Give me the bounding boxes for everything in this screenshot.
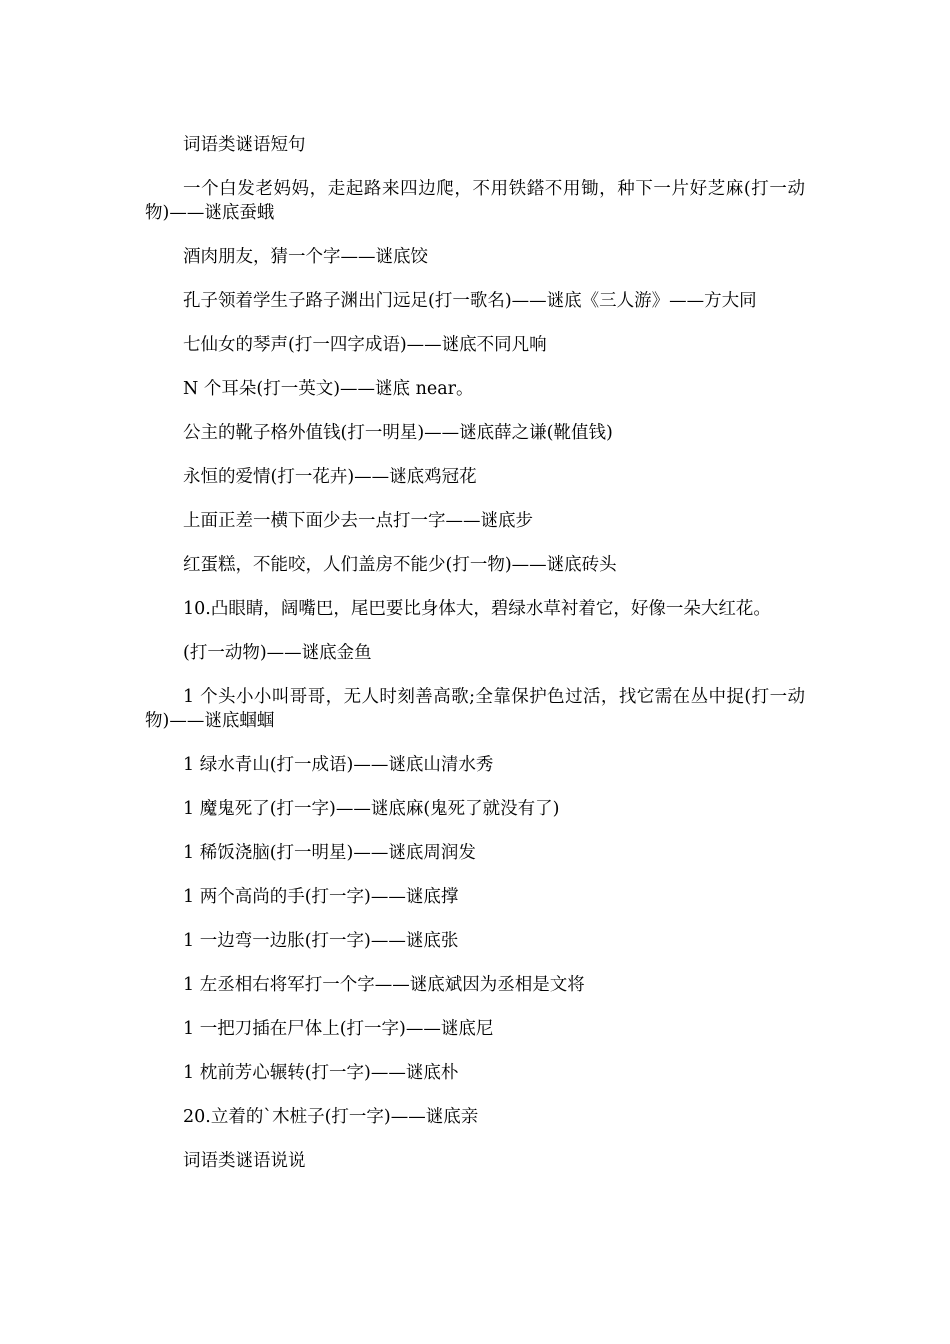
riddle-paragraph: 1 稀饭浇脑(打一明星)——谜底周润发 [183, 843, 476, 863]
riddle-paragraph: 1 两个高尚的手(打一字)——谜底撑 [183, 887, 459, 907]
document-body [145, 133, 805, 1193]
riddle-paragraph: 孔子领着学生子路子渊出门远足(打一歌名)——谜底《三人游》——方大同 [183, 291, 757, 311]
riddle-paragraph: N 个耳朵(打一英文)——谜底 near。 [183, 379, 474, 399]
riddle-paragraph: 酒肉朋友，猜一个字——谜底饺 [183, 247, 428, 267]
riddle-paragraph: 1 枕前芳心辗转(打一字)——谜底朴 [183, 1063, 459, 1083]
riddle-paragraph: 七仙女的琴声(打一四字成语)——谜底不同凡响 [183, 335, 547, 355]
riddle-paragraph: 一个白发老妈妈，走起路来四边爬，不用铁鎝不用锄，种下一片好芝麻(打一动物)——谜底蚕蛾 [145, 179, 805, 223]
riddle-paragraph: 公主的靴子格外值钱(打一明星)——谜底薛之谦(靴值钱) [183, 423, 613, 443]
heading-short-riddles: 词语类谜语短句 [183, 135, 306, 155]
riddle-paragraph: 1 一把刀插在尸体上(打一字)——谜底尼 [183, 1019, 494, 1039]
riddle-paragraph: 1 左丞相右将军打一个字——谜底斌因为丞相是文将 [183, 975, 585, 995]
riddle-paragraph: 永恒的爱情(打一花卉)——谜底鸡冠花 [183, 467, 477, 487]
riddle-paragraph: 1 绿水青山(打一成语)——谜底山清水秀 [183, 755, 494, 775]
heading-riddle-sayings: 词语类谜语说说 [183, 1151, 306, 1171]
riddle-paragraph: 1 一边弯一边胀(打一字)——谜底张 [183, 931, 459, 951]
riddle-paragraph: 1 个头小小叫哥哥，无人时刻善高歌;全靠保护色过活，找它需在丛中捉(打一动物)——谜底蝈蝈 [145, 687, 805, 731]
riddle-paragraph: 10.凸眼睛，阔嘴巴，尾巴要比身体大，碧绿水草衬着它，好像一朵大红花。 [183, 599, 771, 619]
riddle-paragraph: 红蛋糕，不能咬，人们盖房不能少(打一物)——谜底砖头 [183, 555, 617, 575]
riddle-paragraph: 20.立着的`木桩子(打一字)——谜底亲 [183, 1107, 479, 1127]
riddle-paragraph: (打一动物)——谜底金鱼 [183, 643, 372, 663]
riddle-paragraph: 上面正差一横下面少去一点打一字——谜底步 [183, 511, 533, 531]
riddle-paragraph: 1 魔鬼死了(打一字)——谜底麻(鬼死了就没有了) [183, 799, 560, 819]
